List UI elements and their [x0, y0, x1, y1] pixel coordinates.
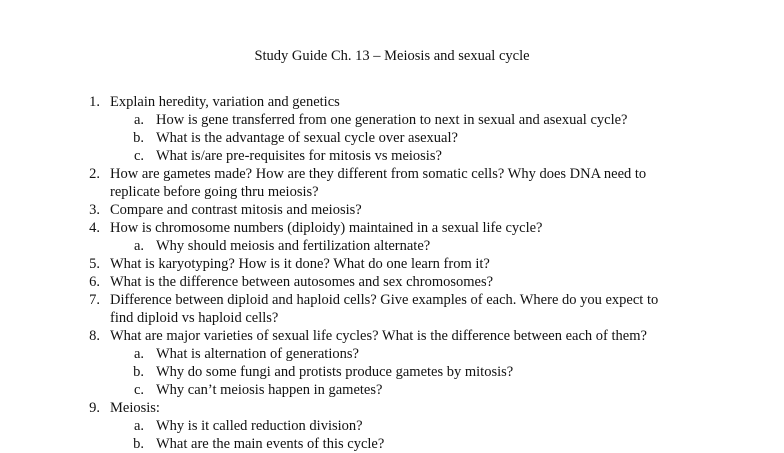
question-item	[0, 165, 784, 183]
sub-question-item	[0, 363, 784, 381]
item-text: What is/are pre-requisites for mitosis vs meiosis?	[156, 148, 442, 164]
item-text: What are the main events of this cycle?	[156, 436, 385, 452]
item-number: 3.	[89, 202, 100, 218]
item-text: What is alternation of generations?	[156, 346, 359, 362]
item-text: What are major varieties of sexual life cycles? What is the difference between each of them?	[110, 328, 647, 344]
sub-question-item	[0, 435, 784, 453]
question-item	[0, 93, 784, 111]
item-number: 2.	[89, 166, 100, 182]
page-title: Study Guide Ch. 13 – Meiosis and sexual cycle	[254, 48, 530, 64]
item-text: Meiosis:	[110, 400, 160, 416]
question-item	[0, 309, 784, 327]
question-item	[0, 399, 784, 417]
item-text: replicate before going thru meiosis?	[110, 184, 319, 200]
item-text: Compare and contrast mitosis and meiosis?	[110, 202, 362, 218]
item-text: Explain heredity, variation and genetics	[110, 94, 340, 110]
item-text: Why can’t meiosis happen in gametes?	[156, 382, 383, 398]
item-text: Why should meiosis and fertilization alternate?	[156, 238, 431, 254]
item-number: b.	[133, 436, 144, 452]
item-text: find diploid vs haploid cells?	[110, 310, 279, 326]
item-text: What is karyotyping? How is it done? What do one learn from it?	[110, 256, 490, 272]
sub-question-item	[0, 147, 784, 165]
item-number: 5.	[89, 256, 100, 272]
item-text: Why is it called reduction division?	[156, 418, 363, 434]
item-number: b.	[133, 130, 144, 146]
sub-question-item	[0, 381, 784, 399]
item-text: Difference between diploid and haploid cells? Give examples of each. Where do you expect to	[110, 292, 659, 308]
sub-question-item	[0, 345, 784, 363]
item-number: c.	[133, 382, 144, 398]
item-number: 4.	[89, 220, 100, 236]
sub-question-item	[0, 417, 784, 435]
item-number: c.	[133, 148, 144, 164]
item-number: a.	[133, 238, 144, 254]
item-number: 1.	[89, 94, 100, 110]
item-text: How is chromosome numbers (diploidy) maintained in a sexual life cycle?	[110, 220, 543, 236]
item-number: 7.	[89, 292, 100, 308]
sub-question-item	[0, 129, 784, 147]
question-item	[0, 219, 784, 237]
item-number: 9.	[89, 400, 100, 416]
item-number: 6.	[89, 274, 100, 290]
question-item	[0, 291, 784, 309]
item-number: b.	[133, 364, 144, 380]
question-item	[0, 201, 784, 219]
item-text: How are gametes made? How are they different from somatic cells? Why does DNA need to	[110, 166, 647, 182]
sub-question-item	[0, 237, 784, 255]
item-text: Why do some fungi and protists produce gametes by mitosis?	[156, 364, 514, 380]
sub-question-item	[0, 111, 784, 129]
item-text: What is the difference between autosomes and sex chromosomes?	[110, 274, 494, 290]
question-item	[0, 327, 784, 345]
question-item	[0, 183, 784, 201]
item-number: a.	[133, 346, 144, 362]
item-number: a.	[133, 112, 144, 128]
question-item	[0, 273, 784, 291]
item-text: What is the advantage of sexual cycle over asexual?	[156, 130, 458, 146]
question-list	[0, 93, 784, 453]
item-text: How is gene transferred from one generation to next in sexual and asexual cycle?	[156, 112, 628, 128]
item-number: 8.	[89, 328, 100, 344]
item-number: a.	[133, 418, 144, 434]
question-item	[0, 255, 784, 273]
